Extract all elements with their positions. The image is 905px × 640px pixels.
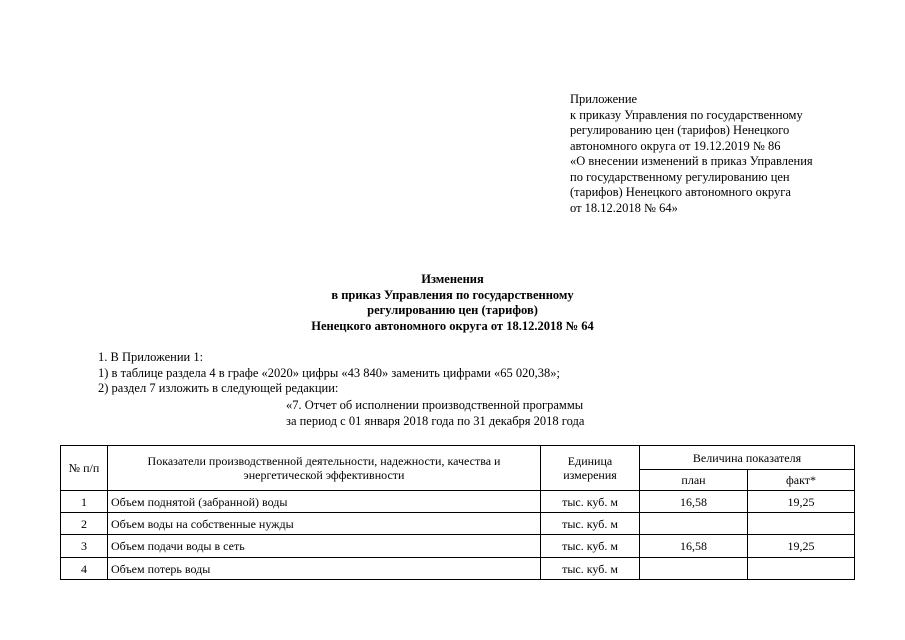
table-row [61,491,855,513]
body-text [98,350,560,397]
row-name: Объем воды на собственные нужды [108,513,541,535]
row-name: Объем поднятой (забранной) воды [108,491,541,513]
appendix-line: по государственному регулированию цен [570,169,790,184]
appendix-line: от 18.12.2018 № 64» [570,200,678,215]
title-line: регулированию цен (тарифов) [367,303,538,318]
table-row [61,513,855,535]
report-heading-line: за период с 01 января 2018 года по 31 декабря 2018 года [286,413,585,428]
table-row [61,558,855,580]
header-plan: план [640,470,748,491]
row-num: 3 [61,535,108,558]
header-fact: факт* [748,470,855,491]
appendix-line: Приложение [570,92,638,106]
row-fact [748,558,855,580]
row-num: 4 [61,558,108,580]
row-name: Объем подачи воды в сеть [108,535,541,558]
row-num: 2 [61,513,108,535]
appendix-line: регулированию цен (тарифов) Ненецкого [570,123,790,137]
header-unit: Единица измерения [541,446,640,491]
row-unit: тыс. куб. м [541,491,640,513]
indicators-table [60,445,855,580]
row-fact: 19,25 [748,491,855,513]
row-unit: тыс. куб. м [541,513,640,535]
title-line: Ненецкого автономного округа от 18.12.2018 № 64 [311,319,594,334]
appendix-line: «О внесении изменений в приказ Управления [570,154,813,168]
row-plan [640,513,748,535]
header-indicator: Показатели производственной деятельности, надежности, качества и энергетической эффективности [108,446,541,491]
header-num: № п/п [61,446,108,491]
body-line: 1. В Приложении 1: [98,350,204,364]
row-num: 1 [61,491,108,513]
report-heading [286,398,584,429]
row-unit: тыс. куб. м [541,558,640,580]
document-title [0,272,905,335]
appendix-block [570,92,870,216]
body-line: 1) в таблице раздела 4 в графе «2020» цифры «43 840» заменить цифрами «65 020,38»; [98,365,560,380]
row-plan [640,558,748,580]
appendix-line: автономного округа от 19.12.2019 № 86 [570,138,781,153]
appendix-line: (тарифов) Ненецкого автономного округа [570,185,791,199]
title-line: в приказ Управления по государственному [331,287,574,302]
row-plan: 16,58 [640,491,748,513]
appendix-line: к приказу Управления по государственному [570,107,803,122]
report-heading-line: «7. Отчет об исполнении производственной программы [286,398,584,412]
table-row [61,535,855,558]
header-value: Величина показателя [640,446,855,470]
row-fact [748,513,855,535]
row-fact: 19,25 [748,535,855,558]
table-header-row [61,446,855,470]
row-name: Объем потерь воды [108,558,541,580]
title-line: Изменения [421,272,484,286]
body-line: 2) раздел 7 изложить в следующей редакции: [98,381,339,395]
row-unit: тыс. куб. м [541,535,640,558]
row-plan: 16,58 [640,535,748,558]
